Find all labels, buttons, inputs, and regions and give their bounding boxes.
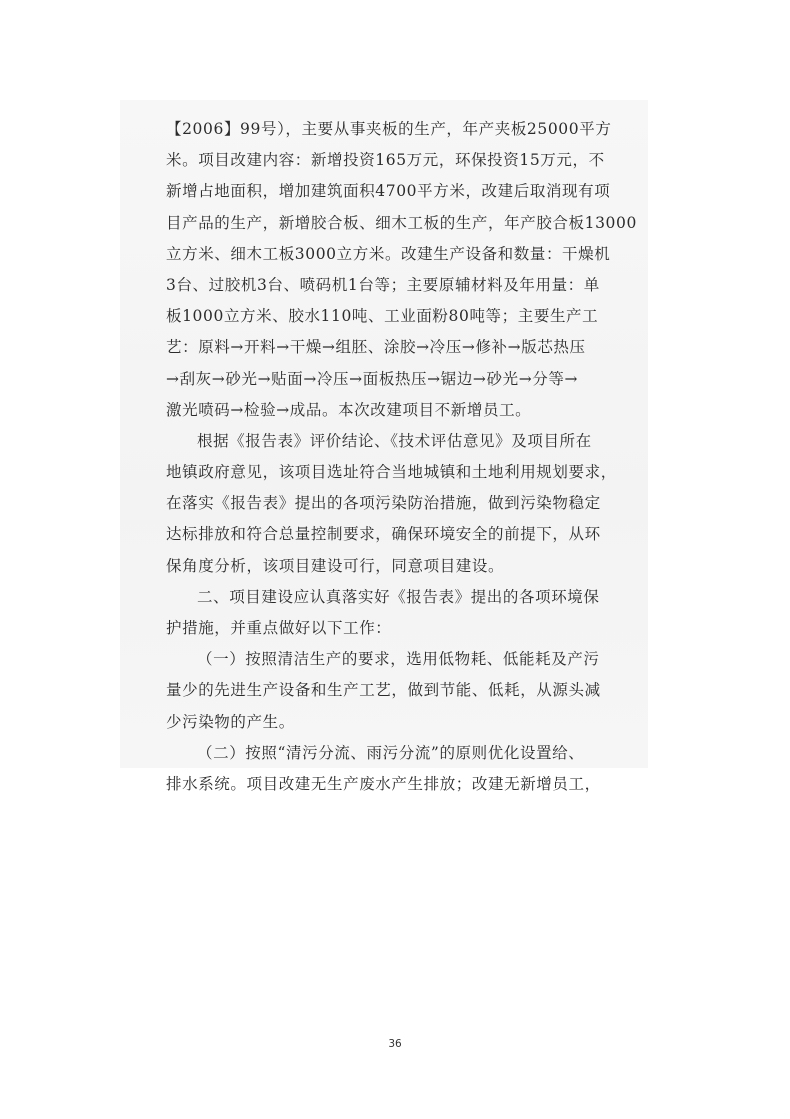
text-line: →刮灰→砂光→贴面→冷压→面板热压→锯边→砂光→分等→ — [166, 369, 579, 388]
document-body — [166, 114, 637, 800]
text-line: 目产品的生产，新增胶合板、细木工板的生产，年产胶合板13000 — [166, 213, 637, 232]
paragraph-start-line: 根据《报告表》评价结论、《技术评估意见》及项目所在 — [197, 431, 592, 450]
text-line: 保角度分析，该项目建设可行，同意项目建设。 — [166, 556, 505, 575]
text-line: 护措施，并重点做好以下工作： — [166, 619, 392, 637]
text-line: 艺：原料→开料→干燥→组胚、涂胶→冷压→修补→版芯热压 — [166, 338, 586, 357]
page-number: 36 — [388, 1038, 402, 1050]
text-line: 在落实《报告表》提出的各项污染防治措施，做到污染物稳定 — [166, 494, 601, 513]
text-line: 【2006】99号），主要从事夹板的生产，年产夹板25000平方 — [166, 120, 612, 138]
text-line: 地镇政府意见，该项目选址符合当地城镇和土地利用规划要求， — [166, 463, 617, 482]
text-line: 立方米、细木工板3000立方米。改建生产设备和数量：干燥机 — [166, 244, 611, 263]
text-line: 3台、过胶机3台、喷码机1台等；主要原辅材料及年用量：单 — [166, 275, 600, 294]
text-line: 新增占地面积，增加建筑面积4700平方米，改建后取消现有项 — [166, 182, 611, 201]
text-line: 达标排放和符合总量控制要求，确保环境安全的前提下，从环 — [166, 525, 601, 544]
text-line: 板1000立方米、胶水110吨、工业面粉80吨等；主要生产工 — [166, 307, 599, 326]
text-line: 米。项目改建内容：新增投资165万元，环保投资15万元，不 — [166, 151, 605, 170]
text-line: 排水系统。项目改建无生产废水产生排放；改建无新增员工， — [166, 774, 601, 793]
text-line: 量少的先进生产设备和生产工艺，做到节能、低耗，从源头减 — [166, 681, 601, 700]
section-heading-line: 二、项目建设应认真落实好《报告表》提出的各项环境保 — [197, 587, 600, 606]
text-line: 激光喷码→检验→成品。本次改建项目不新增员工。 — [166, 400, 532, 419]
text-line: 少污染物的产生。 — [166, 712, 295, 731]
paragraph-start-line: （二）按照“清污分流、雨污分流”的原则优化设置给、 — [197, 743, 585, 762]
paragraph-start-line: （一）按照清洁生产的要求，选用低物耗、低能耗及产污 — [197, 650, 600, 669]
